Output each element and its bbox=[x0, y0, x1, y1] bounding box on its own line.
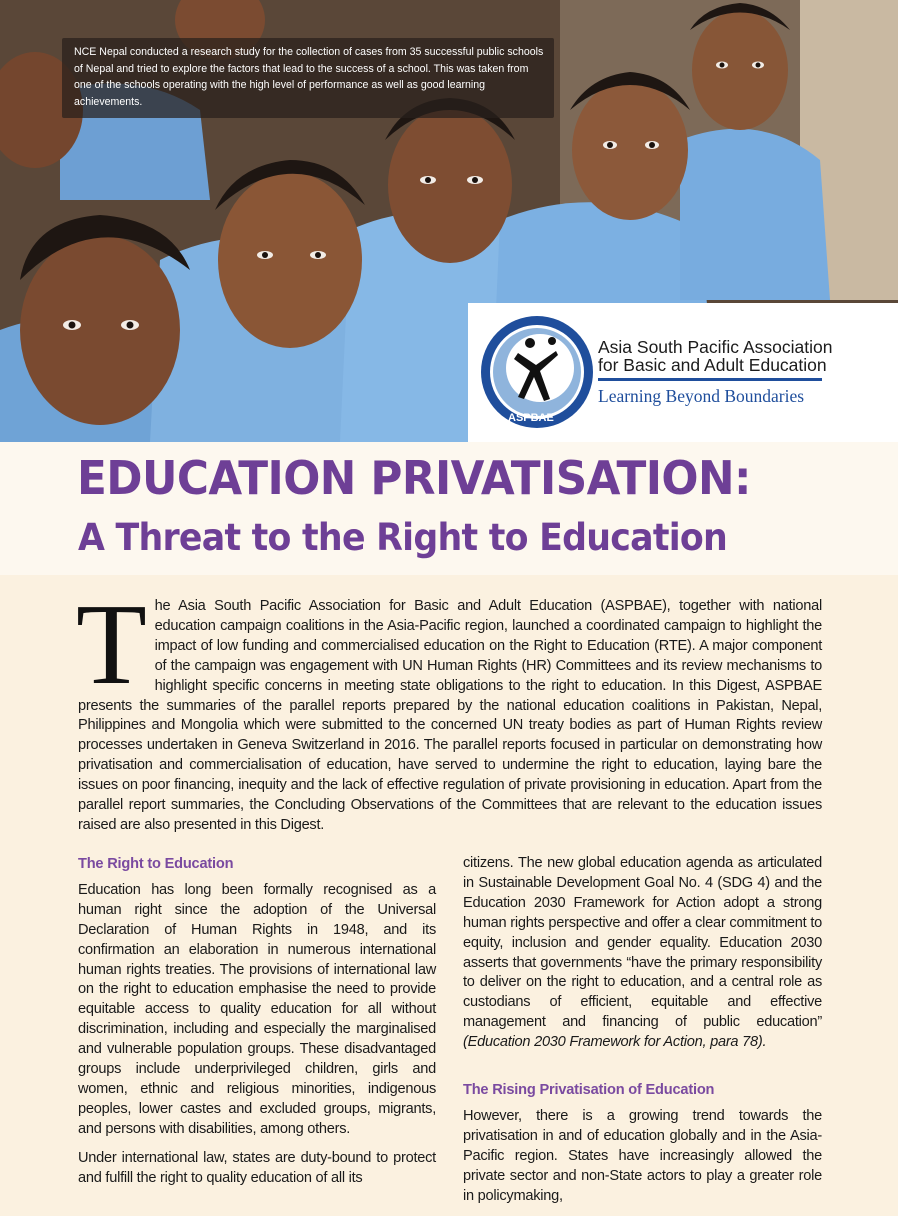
logo-panel bbox=[468, 303, 898, 442]
paragraph-text: citizens. The new global education agenda as articulated in Sustainable Development Goal No. 4 (SDG 4) and the Education 2030 Framework for Action adopt a strong human rights perspective and offer a clear commitment to equity, inclusion and gender equality. Education 2030 asserts that governments “have the primary responsibility to deliver on the right to education, and a central role as custodians of efficient, equitable and effective management and financing of public education” bbox=[463, 855, 822, 1031]
aspbae-logo-icon bbox=[478, 313, 596, 431]
org-name bbox=[598, 339, 832, 374]
logo-divider bbox=[598, 378, 822, 381]
page-title: EDUCATION PRIVATISATION: bbox=[77, 451, 751, 505]
right-column bbox=[463, 854, 822, 1216]
intro-text: he Asia South Pacific Association for Basic and Adult Education (ASPBAE), together with national education campaign coalitions in the Asia-Pacific region, launched a coordinated campaign to highlight the impact of low funding and commercialised education on the Right to Education (RTE). A major component of the campaign was engagement with UN Human Rights (HR) Committees and its review mechanisms to highlight specific concerns in meeting state obligations to the right to education. In this Digest, ASPBAE presents the summaries of the parallel reports prepared by the national education coalitions in Pakistan, Nepal, Philippines and Mongolia which were submitted to the concerned UN treaty bodies as part of Human Rights review processes undertaken in Geneva Switzerland in 2016. The parallel reports focused in particular on demonstrating how privatisation and commercialisation of education, have served to undermine the right to education, laying bare the issues on poor financing, inequity and the lack of effective regulation of private provisioning in education. Apart from the parallel report summaries, the Concluding Observations of the Committees that are relevant to the education issues raised are also presented in this Digest. bbox=[78, 598, 822, 833]
left-column bbox=[78, 855, 436, 1198]
org-name-line2: for Basic and Adult Education bbox=[598, 354, 827, 375]
intro-paragraph bbox=[76, 581, 822, 836]
section-heading-right-to-education: The Right to Education bbox=[78, 856, 234, 872]
paragraph: Education has long been formally recognised as a human right since the adoption of the Universal Declaration of Human Rights in 1948, and its confirmation an elaboration in numerous international human rights treaties. The provisions of international law on the right to education emphasise the need to provide equitable access to quality education for all without discrimination, including and especially the marginalised and vulnerable population groups. These disadvantaged groups include underprivileged children, girls and women, ethnic and religious minorities, indigenous peoples, lower castes and excluded groups, migrants, and persons with disabilities, among others. bbox=[78, 881, 436, 1137]
tagline: Learning Beyond Boundaries bbox=[598, 386, 805, 406]
paragraph: Under international law, states are duty-bound to protect and fulfill the right to quality education of all its bbox=[78, 1149, 436, 1186]
drop-cap: T bbox=[76, 581, 147, 709]
citation: (Education 2030 Framework for Action, para 78). bbox=[463, 1034, 767, 1051]
section-heading-rising-privatisation: The Rising Privatisation of Education bbox=[463, 1082, 715, 1099]
paragraph bbox=[463, 854, 822, 1053]
logo-emblem-text: ASPBAE bbox=[508, 412, 554, 424]
paragraph: However, there is a growing trend towards the privatisation in and of education globally and in the Asia-Pacific region. States have increasingly allowed the private sector and non-State actors to play a greater role in policymaking, bbox=[463, 1107, 822, 1204]
photo-caption: NCE Nepal conducted a research study for the collection of cases from 35 successful public schools of Nepal and tried to explore the factors that lead to the success of a school. This was taken from one of the schools operating with the high level of performance as well as good learning achievements. bbox=[74, 46, 544, 108]
title-band bbox=[0, 442, 898, 575]
photo-caption-box bbox=[62, 38, 554, 118]
org-name-line1: Asia South Pacific Association bbox=[598, 337, 833, 357]
page-subtitle: A Threat to the Right to Education bbox=[78, 516, 728, 559]
